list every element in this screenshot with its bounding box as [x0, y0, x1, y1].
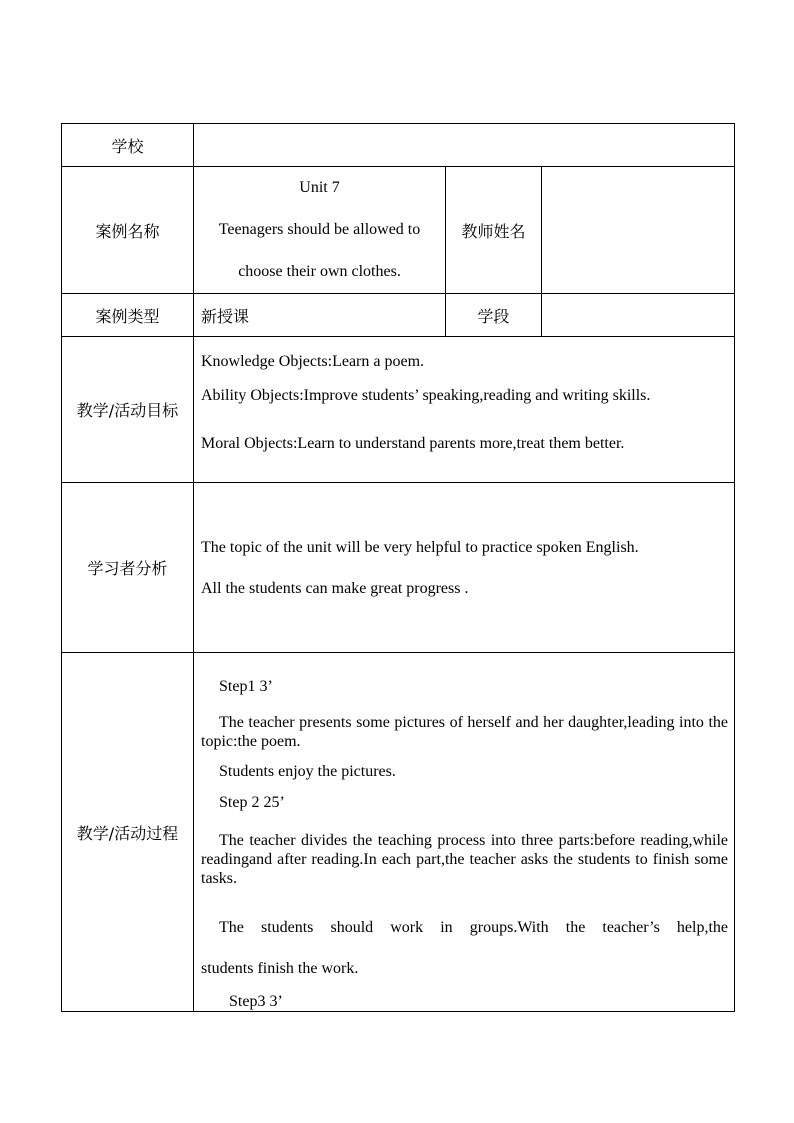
step1-paragraph-2: Students enjoy the pictures. — [219, 763, 396, 780]
row-goals — [62, 337, 735, 483]
goal-moral: Moral Objects:Learn to understand parents more,treat them better. — [201, 435, 625, 452]
step1-heading: Step1 3’ — [219, 678, 273, 695]
value-learner-analysis — [194, 483, 735, 653]
step2-heading: Step 2 25’ — [219, 794, 285, 811]
goal-ability: Ability Objects:Improve students’ speaking,reading and writing skills. — [201, 387, 651, 404]
learner-analysis-line-1: The topic of the unit will be very helpful to practice spoken English. — [201, 539, 639, 556]
step2-paragraph-2-line-2: students finish the work. — [201, 960, 359, 977]
step2-paragraph-2-line-1: The students should work in groups.With the teacher’s help,the — [219, 919, 729, 936]
row-school — [62, 124, 735, 167]
value-stage — [542, 294, 735, 337]
value-school — [194, 124, 735, 167]
row-case-name — [62, 167, 735, 294]
label-stage: 学段 — [446, 294, 542, 337]
label-learner-analysis: 学习者分析 — [62, 483, 194, 653]
value-goals — [194, 337, 735, 483]
case-name-line-3: choose their own clothes. — [238, 263, 401, 280]
step2-paragraph-1: The teacher divides the teaching process into three parts:before reading,while readingand after reading.In each part,the teacher asks the students to finish some tasks. — [201, 832, 729, 887]
row-learner-analysis — [62, 483, 735, 653]
value-teacher-name — [542, 167, 735, 294]
row-case-type — [62, 294, 735, 337]
step1-paragraph-1: The teacher presents some pictures of herself and her daughter,leading into the topic:the poem. — [201, 714, 729, 750]
step3-heading: Step3 3’ — [229, 993, 283, 1010]
case-name-line-1: Unit 7 — [299, 179, 340, 196]
label-process: 教学/活动过程 — [62, 653, 194, 1012]
label-teacher-name: 教师姓名 — [446, 167, 542, 294]
value-process — [194, 653, 735, 1012]
label-goals: 教学/活动目标 — [62, 337, 194, 483]
label-case-name: 案例名称 — [62, 167, 194, 294]
label-school: 学校 — [62, 124, 194, 167]
goal-knowledge: Knowledge Objects:Learn a poem. — [201, 353, 425, 370]
label-case-type: 案例类型 — [62, 294, 194, 337]
row-process — [62, 653, 735, 1012]
learner-analysis-line-2: All the students can make great progress . — [201, 580, 469, 597]
case-form-table — [61, 123, 735, 1012]
value-case-type: 新授课 — [194, 294, 446, 337]
case-name-line-2: Teenagers should be allowed to — [218, 221, 421, 238]
value-case-name — [194, 167, 446, 294]
